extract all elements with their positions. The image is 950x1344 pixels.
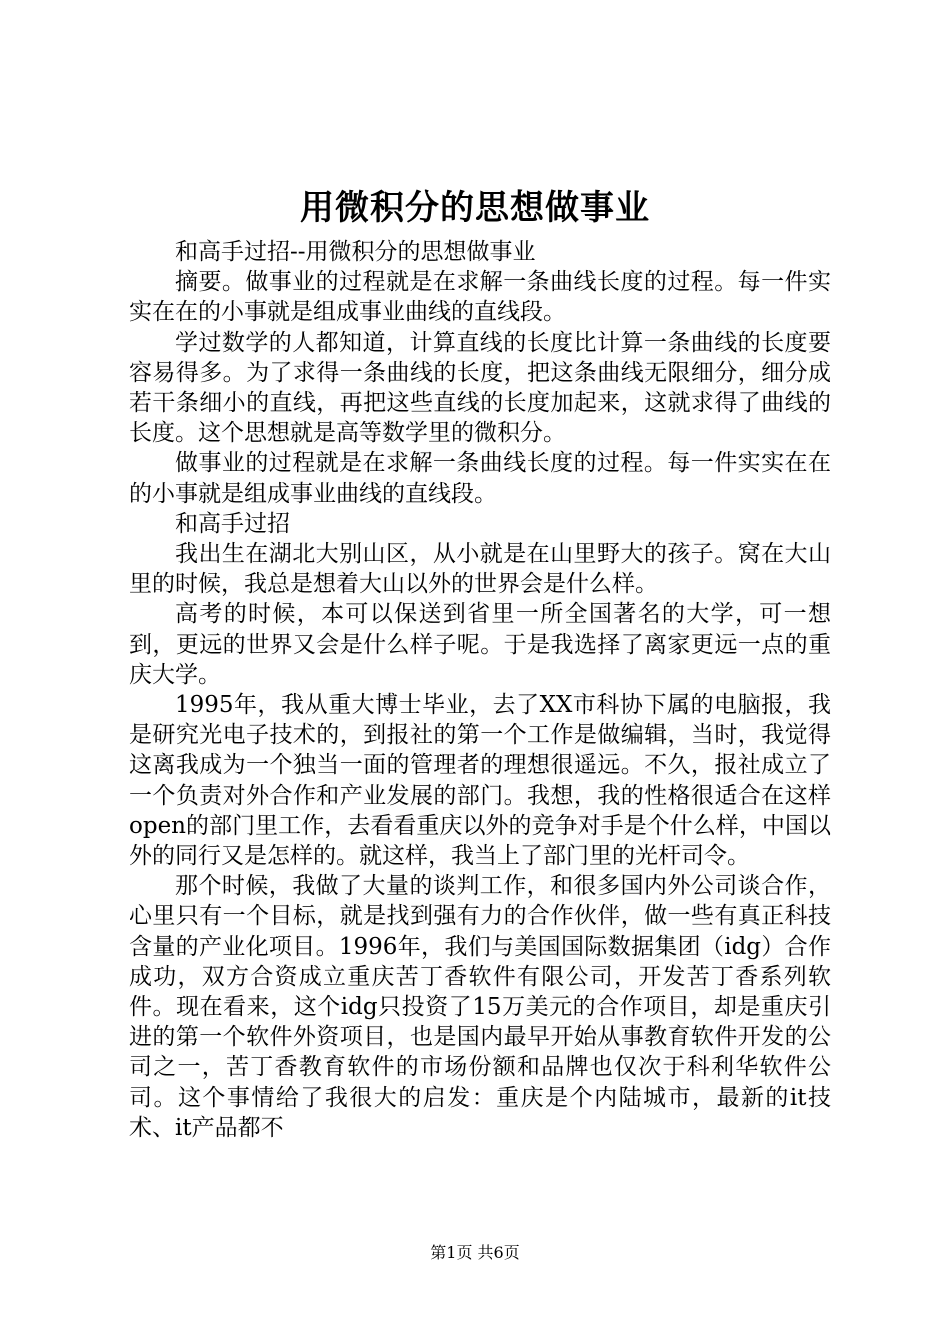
paragraph-subtitle: 和高手过招--用微积分的思想做事业 xyxy=(175,239,536,265)
document-title: 用微积分的思想做事业 xyxy=(300,188,650,228)
paragraph-abstract: 摘要。做事业的过程就是在求解一条曲线长度的过程。每一件实实在在的小事就是组成事业曲线的直线段。 xyxy=(129,269,831,326)
page-number-footer: 第1页 共6页 xyxy=(430,1243,520,1262)
paragraph-calculus: 学过数学的人都知道，计算直线的长度比计算一条曲线的长度要容易得多。为了求得一条曲线的长度，把这条曲线无限细分，细分成若干条细小的直线，再把这些直线的长度加起来，这就求得了曲线的长度。这个思想就是高等数学里的微积分。 xyxy=(129,329,831,447)
paragraph-career-curve: 做事业的过程就是在求解一条曲线长度的过程。每一件实实在在的小事就是组成事业曲线的直线段。 xyxy=(129,450,831,507)
paragraph-1995: 1995年，我从重大博士毕业，去了XX市科协下属的电脑报，我是研究光电子技术的，到报社的第一个工作是做编辑，当时，我觉得这离我成为一个独当一面的管理者的理想很遥远。不久，报社成立了一个负责对外合作和产业发展的部门。我想，我的性格很适合在这样open的部门里工作，去看看重庆以外的竞争对手是个什么样，中国以外的同行又是怎样的。就这样，我当上了部门里的光杆司令。 xyxy=(129,692,831,870)
paragraph-section-heading: 和高手过招 xyxy=(175,510,290,537)
paragraph-university: 高考的时候，本可以保送到省里一所全国著名的大学，可一想到，更远的世界又会是什么样子呢。于是我选择了离家更远一点的重庆大学。 xyxy=(129,601,831,688)
paragraph-childhood: 我出生在湖北大别山区，从小就是在山里野大的孩子。窝在大山里的时候，我总是想着大山以外的世界会是什么样。 xyxy=(129,541,831,598)
paragraph-negotiation: 那个时候，我做了大量的谈判工作，和很多国内外公司谈合作，心里只有一个目标，就是找到强有力的合作伙伴，做一些有真正科技含量的产业化项目。1996年，我们与美国国际数据集团（idg）合作成功，双方合资成立重庆苦丁香软件有限公司，开发苦丁香系列软件。现在看来，这个idg只投资了15万美元的合作项目，却是重庆引进的第一个软件外资项目，也是国内最早开始从事教育软件开发的公司之一，苦丁香教育软件的市场份额和品牌也仅次于科利华软件公司。这个事情给了我很大的启发：重庆是个内陆城市，最新的it技术、it产品都不 xyxy=(129,873,831,1141)
document-body xyxy=(129,237,831,1143)
